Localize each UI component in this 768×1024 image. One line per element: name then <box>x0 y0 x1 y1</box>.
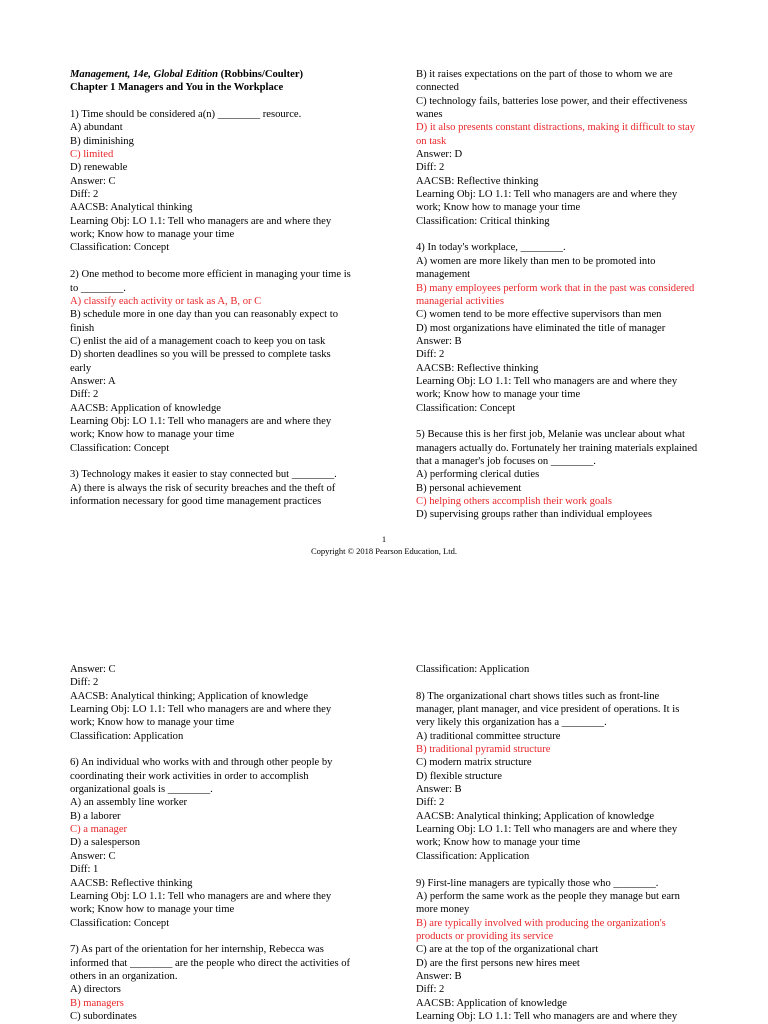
answer-option: A) women are more likely than men to be promoted into <box>416 255 656 267</box>
question-block <box>416 663 716 676</box>
answer-option: C) enlist the aid of a management coach to keep you on task <box>70 335 326 347</box>
answer-option: B) a laborer <box>70 810 121 822</box>
answer-option: C) subordinates <box>70 1010 137 1022</box>
question-stem-line: 2) One method to become more efficient in managing your time is <box>70 269 351 281</box>
question-metadata-line: AACSB: Analytical thinking; Application of knowledge <box>416 810 655 822</box>
correct-answer-option: on task <box>416 135 447 147</box>
question-stem-line: coordinating their work activities in order to accomplish <box>70 770 309 782</box>
question-metadata-line: Answer: D <box>416 149 463 161</box>
question-metadata-line: Diff: 2 <box>416 162 445 174</box>
correct-answer-option: C) limited <box>70 149 114 161</box>
question-metadata-line: Learning Obj: LO 1.1: Tell who managers are and where they <box>70 890 332 902</box>
answer-option: wanes <box>416 109 443 121</box>
question-metadata-line: work; Know how to manage your time <box>416 389 581 401</box>
question-metadata-line: AACSB: Reflective thinking <box>416 175 539 187</box>
correct-answer-option: B) managers <box>70 997 124 1009</box>
question-block <box>416 690 716 863</box>
question-metadata-line: Learning Obj: LO 1.1: Tell who managers are and where they <box>416 824 678 836</box>
question-metadata-line: Diff: 2 <box>70 389 99 401</box>
question-metadata-line: Answer: B <box>416 784 462 796</box>
question-stem-line: organizational goals is ________. <box>70 784 213 796</box>
question-stem-line: informed that ________ are the people who direct the activities of <box>70 957 351 969</box>
correct-answer-option: products or providing its service <box>416 930 554 942</box>
question-metadata-line: Diff: 2 <box>416 984 445 996</box>
question-block <box>70 108 370 255</box>
question-block <box>70 468 370 508</box>
question-metadata-line: work; Know how to manage your time <box>70 904 235 916</box>
answer-option: A) performing clerical duties <box>416 469 540 481</box>
question-metadata-line: Classification: Critical thinking <box>416 215 550 227</box>
question-metadata-line: work; Know how to manage your time <box>70 229 235 241</box>
question-block <box>70 943 370 1023</box>
answer-option: A) directors <box>70 984 121 996</box>
page1-left-column <box>70 68 370 508</box>
answer-option: D) flexible structure <box>416 770 502 782</box>
question-metadata-line: Learning Obj: LO 1.1: Tell who managers are and where they <box>70 415 332 427</box>
question-stem-line: that a manager's job focuses on ________. <box>416 455 596 467</box>
question-metadata-line: work; Know how to manage your time <box>70 429 235 441</box>
question-metadata-line: AACSB: Application of knowledge <box>70 402 221 414</box>
question-metadata-line: AACSB: Reflective thinking <box>416 362 539 374</box>
answer-option: information necessary for good time management practices <box>70 496 322 507</box>
question-metadata-line: Diff: 1 <box>70 864 99 876</box>
question-block <box>416 428 716 521</box>
question-metadata-line: AACSB: Reflective thinking <box>70 877 193 889</box>
answer-option: more money <box>416 904 470 916</box>
question-stem-line: 8) The organizational chart shows titles such as front-line <box>416 690 660 702</box>
document-page-2 <box>0 660 768 1024</box>
question-metadata-line: Classification: Concept <box>70 442 170 454</box>
copyright-notice: Copyright © 2018 Pearson Education, Ltd. <box>311 546 457 556</box>
document-header <box>70 68 370 81</box>
question-metadata-line: Learning Obj: LO 1.1: Tell who managers are and where they <box>416 375 678 387</box>
question-block <box>416 241 716 414</box>
question-metadata-line: work; Know how to manage your time <box>416 837 581 849</box>
question-stem-line: managers actually do. Fortunately her training materials explained <box>416 442 698 454</box>
question-metadata-line: Classification: Concept <box>70 917 170 929</box>
answer-option: C) women tend to be more effective supervisors than men <box>416 309 662 321</box>
question-metadata-line: Classification: Application <box>416 664 530 675</box>
answer-option: C) modern matrix structure <box>416 757 532 769</box>
page2-left-column <box>70 663 370 1023</box>
question-metadata-line: Answer: C <box>70 664 116 675</box>
question-block <box>416 877 716 1024</box>
question-stem-line: 6) An individual who works with and through other people by <box>70 757 333 769</box>
answer-option: A) abundant <box>70 122 123 134</box>
page-number: 1 <box>381 534 387 544</box>
question-metadata-line: Learning Obj: LO 1.1: Tell who managers are and where they <box>416 1010 678 1022</box>
question-metadata-line: work; Know how to manage your time <box>416 202 581 214</box>
correct-answer-option: B) many employees perform work that in the past was considered <box>416 282 695 294</box>
book-authors: (Robbins/Coulter) <box>218 69 304 80</box>
answer-option: early <box>70 362 92 374</box>
question-stem-line: 7) As part of the orientation for her internship, Rebecca was <box>70 944 324 956</box>
answer-option: A) perform the same work as the people they manage but earn <box>416 890 680 902</box>
question-metadata-line: Diff: 2 <box>70 677 99 689</box>
chapter-title: Chapter 1 Managers and You in the Workplace <box>70 82 284 94</box>
answer-option: connected <box>416 82 459 94</box>
question-stem-line: manager, plant manager, and vice president of operations. It is <box>416 704 680 716</box>
correct-answer-option: A) classify each activity or task as A, B, or C <box>70 295 262 307</box>
answer-option: D) most organizations have eliminated the title of manager <box>416 322 666 334</box>
answer-option: A) there is always the risk of security breaches and the theft of <box>70 482 336 494</box>
answer-option: B) diminishing <box>70 135 134 147</box>
answer-option: D) supervising groups rather than individual employees <box>416 509 652 521</box>
question-metadata-line: Answer: B <box>416 335 462 347</box>
question-stem-line: to ________. <box>70 282 126 294</box>
question-metadata-line: AACSB: Application of knowledge <box>416 997 567 1009</box>
answer-option: D) shorten deadlines so you will be pressed to complete tasks <box>70 349 331 361</box>
question-metadata-line: Learning Obj: LO 1.1: Tell who managers are and where they <box>70 215 332 227</box>
answer-option: finish <box>70 322 95 334</box>
question-metadata-line: Learning Obj: LO 1.1: Tell who managers are and where they <box>416 189 678 201</box>
question-metadata-line: Answer: B <box>416 970 462 982</box>
question-stem-line: others in an organization. <box>70 970 178 982</box>
question-block <box>70 663 370 743</box>
question-metadata-line: Answer: C <box>70 175 116 187</box>
answer-option: A) traditional committee structure <box>416 730 561 742</box>
question-metadata-line: Classification: Application <box>416 850 530 862</box>
question-metadata-line: Learning Obj: LO 1.1: Tell who managers are and where they <box>70 704 332 716</box>
question-block <box>70 756 370 929</box>
question-stem-line: 5) Because this is her first job, Melanie was unclear about what <box>416 429 685 441</box>
question-metadata-line: Answer: A <box>70 375 116 387</box>
answer-option: D) renewable <box>70 162 128 174</box>
correct-answer-option: B) traditional pyramid structure <box>416 744 551 756</box>
page2-right-column <box>416 663 716 1023</box>
answer-option: management <box>416 269 471 281</box>
book-title: Management, 14e, Global Edition <box>70 69 219 80</box>
answer-option: A) an assembly line worker <box>70 797 188 809</box>
question-metadata-line: Diff: 2 <box>416 797 445 809</box>
answer-option: C) are at the top of the organizational chart <box>416 944 599 956</box>
answer-option: D) a salesperson <box>70 837 141 849</box>
question-stem-line: 3) Technology makes it easier to stay connected but ________. <box>70 469 337 481</box>
correct-answer-option: C) a manager <box>70 824 128 836</box>
question-block <box>70 268 370 455</box>
answer-option: B) personal achievement <box>416 482 522 494</box>
question-metadata-line: Classification: Concept <box>70 242 170 254</box>
answer-option: B) schedule more in one day than you can reasonably expect to <box>70 309 338 321</box>
question-metadata-line: AACSB: Analytical thinking <box>70 202 193 214</box>
correct-answer-option: D) it also presents constant distractions, making it difficult to stay <box>416 122 696 134</box>
question-metadata-line: AACSB: Analytical thinking; Application of knowledge <box>70 690 309 702</box>
answer-option: B) it raises expectations on the part of those to whom we are <box>416 69 673 80</box>
question-metadata-line: Diff: 2 <box>416 349 445 361</box>
correct-answer-option: C) helping others accomplish their work goals <box>416 496 612 507</box>
question-metadata-line: Classification: Concept <box>416 402 516 414</box>
question-metadata-line: Answer: C <box>70 850 116 862</box>
question-metadata-line: Diff: 2 <box>70 189 99 201</box>
question-metadata-line: work; Know how to manage your time <box>70 717 235 729</box>
question-stem-line: 4) In today's workplace, ________. <box>416 242 566 254</box>
question-stem-line: 9) First-line managers are typically those who ________. <box>416 877 659 889</box>
question-stem-line: 1) Time should be considered a(n) ________ resource. <box>70 109 302 121</box>
correct-answer-option: managerial activities <box>416 295 504 307</box>
answer-option: C) technology fails, batteries lose power, and their effectiveness <box>416 95 688 107</box>
answer-option: D) are the first persons new hires meet <box>416 957 580 969</box>
question-stem-line: very likely this organization has a ________. <box>416 717 607 729</box>
question-block <box>416 68 716 228</box>
correct-answer-option: B) are typically involved with producing the organization's <box>416 917 666 929</box>
page1-right-column <box>416 68 716 522</box>
question-metadata-line: Classification: Application <box>70 730 184 742</box>
